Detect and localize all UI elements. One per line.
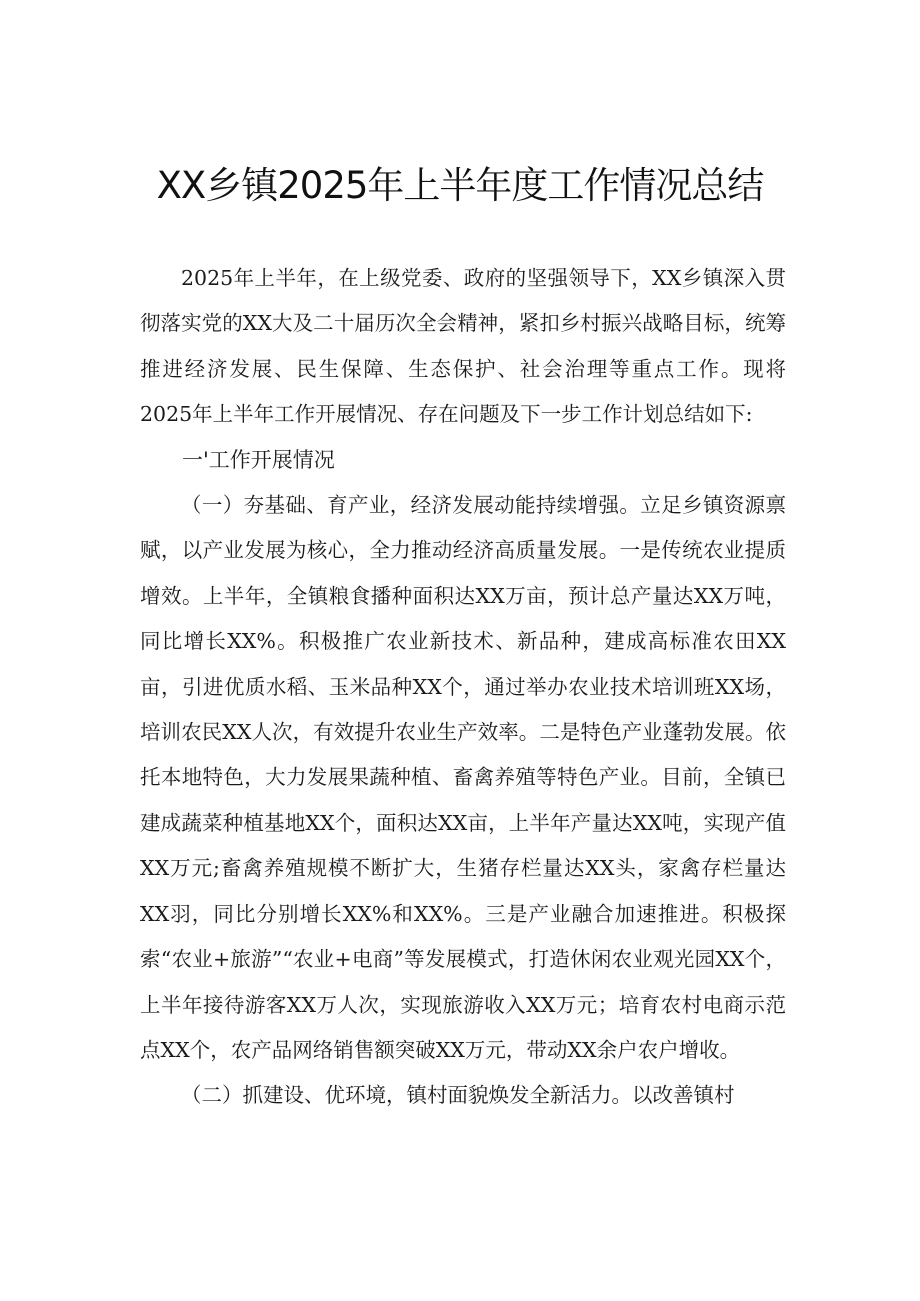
section-heading: 一'工作开展情况 xyxy=(182,447,335,472)
intro-paragraph: 2025年上半年，在上级党委、政府的坚强领导下，XX乡镇深入贯彻落实党的XX大及二十届历次全会精神，紧扣乡村振兴战略目标，统筹推进经济发展、民生保障、生态保护、社会治理等重点工作。现将2025年上半年工作开展情况、存在问题及下一步工作计划总结如下: xyxy=(140,266,786,427)
body-paragraph: （二）抓建设、优环境，镇村面貌焕发全新活力。以改善镇村 xyxy=(181,1083,735,1108)
document-title: XX乡镇2025年上半年度工作情况总结 xyxy=(156,164,764,207)
document-body xyxy=(140,256,786,1119)
body-paragraph: （一）夯基础、育产业，经济发展动能持续增强。立足乡镇资源禀赋，以产业发展为核心，全力推动经济高质量发展。一是传统农业提质增效。上半年，全镇粮食播种面积达XX万亩，预计总产量达XX万吨，同比增长XX%。积极推广农业新技术、新品种，建成高标准农田XX亩，引进优质水稻、玉米品种XX个，通过举办农业技术培训班XX场，培训农民XX人次，有效提升农业生产效率。二是特色产业蓬勃发展。依托本地特色，大力发展果蔬种植、畜禽养殖等特色产业。目前，全镇已建成蔬菜种植基地XX个，面积达XX亩，上半年产量达XX吨，实现产值XX万元;畜禽养殖规模不断扩大，生猪存栏量达XX头，家禽存栏量达XX羽，同比分别增长XX%和XX%。三是产业融合加速推进。积极探索“农业+旅游”“农业+电商”等发展模式，打造休闲农业观光园XX个，上半年接待游客XX万人次，实现旅游收入XX万元；培育农村电商示范点XX个，农产品网络销售额突破XX万元，带动XX余户农户增收。 xyxy=(140,493,786,1062)
